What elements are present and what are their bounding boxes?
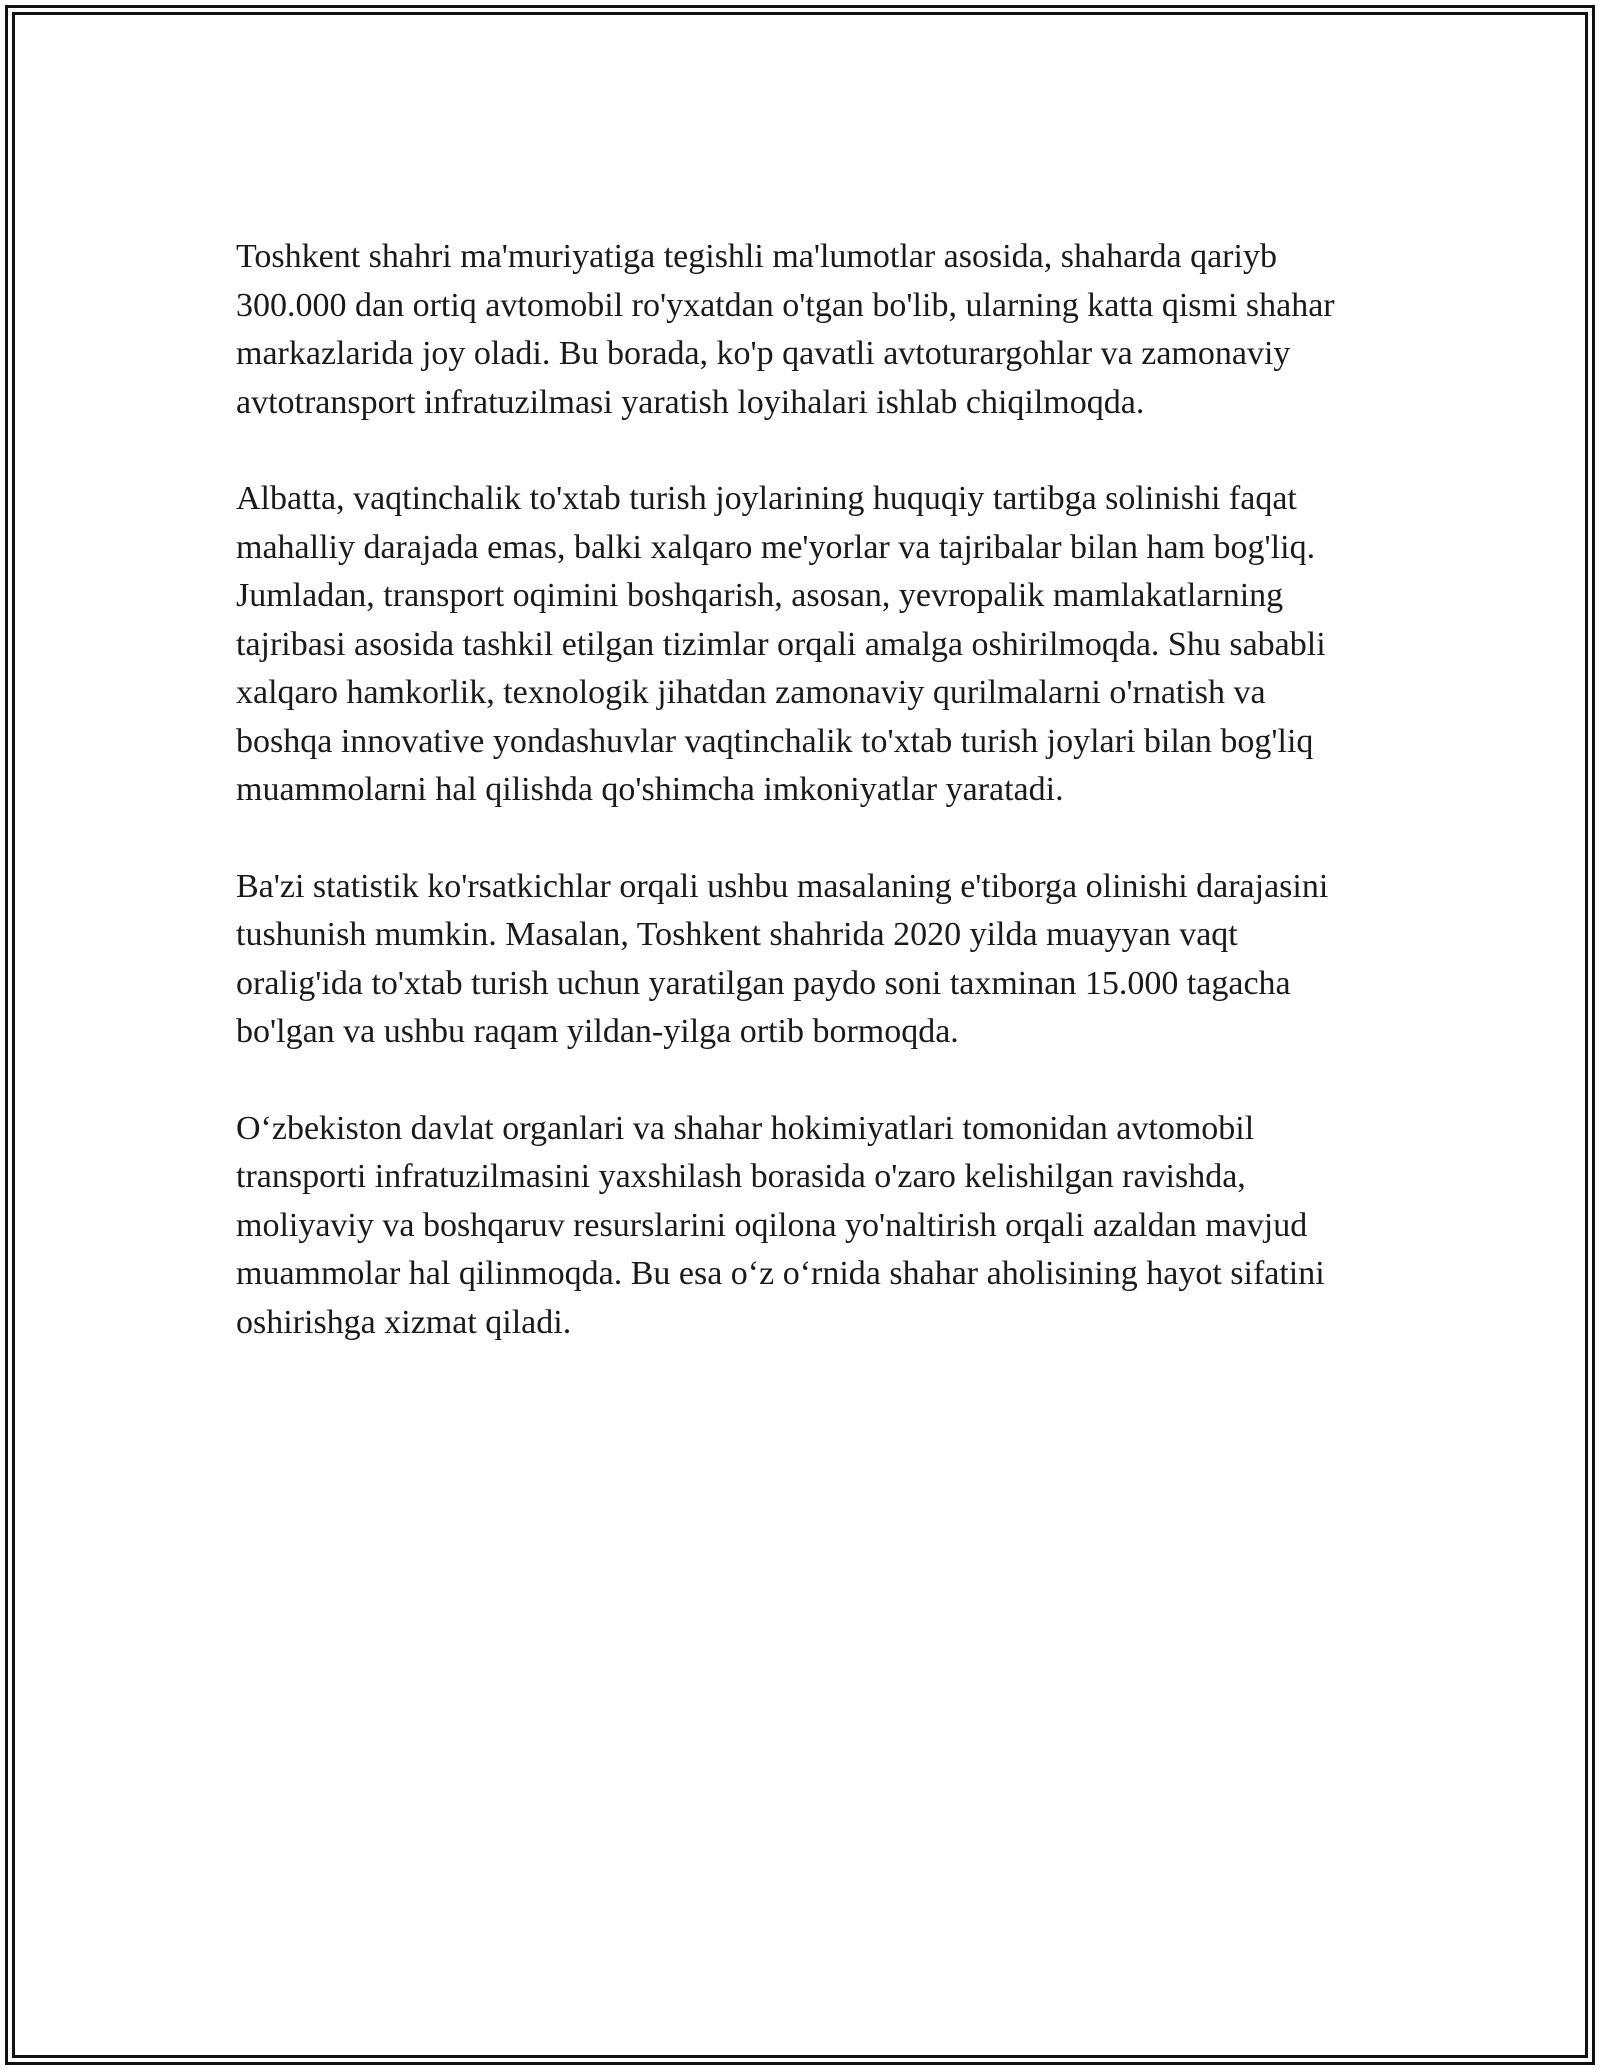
paragraph-2: Albatta, vaqtinchalik to'xtab turish joylarining huquqiy tartibga solinishi faqat mahalliy darajada emas, balki xalqaro me'yorlar va tajribalar bilan ham bog'liq. Jumladan, transport oqimini boshqarish, asosan, yevropalik mamlakatlarning tajribasi asosida tashkil etilgan tizimlar orqali amalga oshirilmoqda. Shu sababli xalqaro hamkorlik, texnologik jihatdan zamonaviy qurilmalarni o'rnatish va boshqa innovative yondashuvlar vaqtinchalik to'xtab turish joylari bilan bog'liq muammolarni hal qilishda qo'shimcha imkoniyatlar yaratadi. [236,480,1326,808]
paragraph-4: O‘zbekiston davlat organlari va shahar hokimiyatlari tomonidan avtomobil transporti infratuzilmasini yaxshilash borasida o'zaro kelishilgan ravishda, moliyaviy va boshqaruv resurslarini oqilona yo'naltirish orqali azaldan mavjud muammolar hal qilinmoqda. Bu esa o‘z o‘rnida shahar aholisining hayot sifatini oshirishga xizmat qiladi. [236,1109,1325,1341]
paragraph-3: Ba'zi statistik ko'rsatkichlar orqali ushbu masalaning e'tiborga olinishi darajasini tushunish mumkin. Masalan, Toshkent shahrida 2020 yilda muayyan vaqt oralig'ida to'xtab turish uchun yaratilgan paydo soni taxminan 15.000 tagacha bo'lgan va ushbu raqam yildan-yilga ortib bormoqda. [236,867,1329,1050]
paragraph-1: Toshkent shahri ma'muriyatiga tegishli ma'lumotlar asosida, shaharda qariyb 300.000 dan ortiq avtomobil ro'yxatdan o'tgan bo'lib, ularning katta qismi shahar markazlarida joy oladi. Bu borada, ko'p qavatli avtoturargohlar va zamonaviy avtotransport infratuzilmasi yaratish loyihalari ishlab chiqilmoqda. [236,238,1335,421]
document-body [236,233,1366,1347]
